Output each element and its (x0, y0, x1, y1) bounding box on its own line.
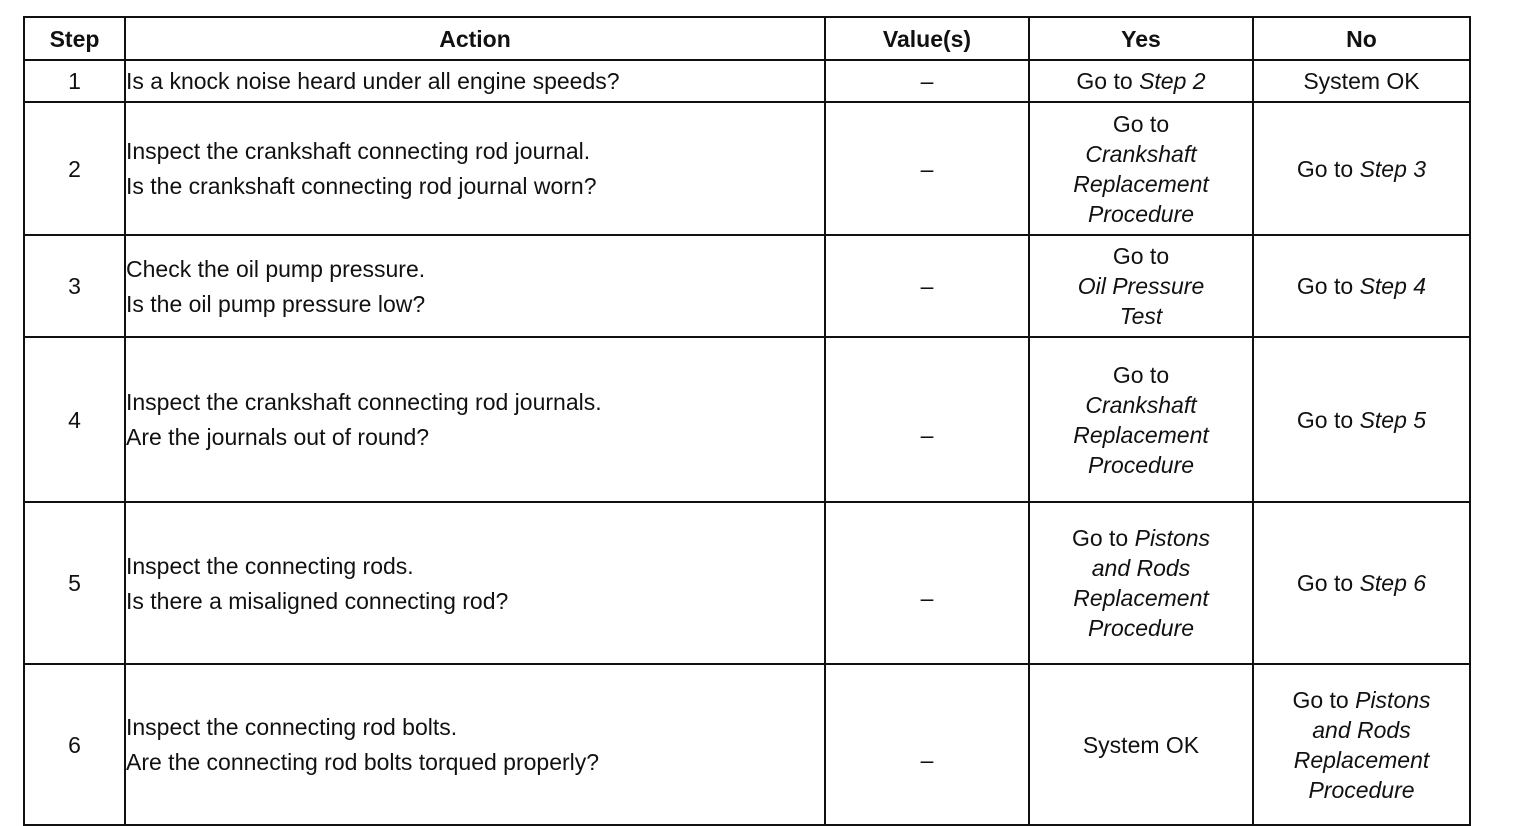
header-values: Value(s) (825, 17, 1029, 60)
no-ref-link[interactable]: Step 3 (1359, 155, 1427, 182)
table-row (24, 235, 1470, 337)
no-ref-link[interactable]: and Rods (1312, 716, 1411, 743)
no-cell (1253, 102, 1470, 235)
action-line: Inspect the crankshaft connecting rod journal. (126, 138, 591, 164)
yes-cell (1029, 502, 1253, 664)
no-ref-link[interactable]: Step 4 (1359, 273, 1427, 299)
no-cell (1253, 502, 1470, 664)
action-cell (125, 502, 825, 664)
value-cell: – (825, 337, 1029, 502)
action-cell (125, 102, 825, 235)
value-cell: – (825, 60, 1029, 102)
no-ref-link[interactable]: Replacement (1293, 746, 1430, 773)
no-cell (1253, 60, 1470, 102)
header-step: Step (24, 17, 125, 60)
yes-ref-link[interactable]: Crankshaft (1085, 391, 1197, 418)
no-cell (1253, 664, 1470, 825)
step-number: 3 (24, 235, 125, 337)
no-prefix: Go to (1296, 155, 1360, 182)
no-text: System OK (1303, 68, 1420, 94)
no-prefix: Go to (1296, 570, 1360, 596)
value-cell: – (825, 102, 1029, 235)
yes-cell (1029, 235, 1253, 337)
yes-ref-link[interactable]: Procedure (1087, 200, 1195, 227)
yes-cell (1029, 337, 1253, 502)
step-number: 6 (24, 664, 125, 825)
yes-ref-link[interactable]: Replacement (1073, 421, 1209, 448)
yes-ref-link[interactable]: Crankshaft (1085, 140, 1197, 167)
no-ref-link[interactable]: Pistons (1355, 686, 1431, 713)
table-row (24, 502, 1470, 664)
step-number: 5 (24, 502, 125, 664)
yes-ref-link[interactable]: Procedure (1087, 451, 1195, 478)
yes-ref-link[interactable]: Step 2 (1139, 68, 1206, 94)
yes-text: System OK (1082, 731, 1200, 758)
no-cell (1253, 337, 1470, 502)
yes-ref-link[interactable]: Oil Pressure (1077, 273, 1205, 299)
action-cell (125, 337, 825, 502)
header-no: No (1253, 17, 1470, 60)
yes-prefix: Go to (1112, 243, 1170, 269)
yes-ref-link[interactable]: Test (1119, 303, 1163, 329)
header-action: Action (125, 17, 825, 60)
yes-ref-link[interactable]: Procedure (1087, 615, 1195, 641)
value-cell: – (825, 664, 1029, 825)
action-line: Inspect the connecting rod bolts. (126, 714, 458, 740)
no-prefix: Go to (1292, 686, 1356, 713)
step-number: 2 (24, 102, 125, 235)
value-cell: – (825, 502, 1029, 664)
yes-prefix: Go to (1076, 68, 1140, 94)
action-line: Check the oil pump pressure. (126, 255, 426, 282)
no-ref-link[interactable]: Step 6 (1359, 570, 1427, 596)
action-line: Is a knock noise heard under all engine speeds? (126, 68, 620, 94)
action-line: Are the journals out of round? (126, 424, 430, 450)
action-cell (125, 60, 825, 102)
action-line: Are the connecting rod bolts torqued properly? (126, 749, 600, 775)
step-number: 1 (24, 60, 125, 102)
action-line: Inspect the connecting rods. (126, 552, 414, 579)
action-cell (125, 235, 825, 337)
action-line: Is the crankshaft connecting rod journal worn? (126, 173, 597, 199)
action-line: Is the oil pump pressure low? (126, 290, 426, 317)
diagnostic-table (23, 16, 1471, 826)
action-cell (125, 664, 825, 825)
yes-ref-link[interactable]: Pistons (1134, 525, 1211, 551)
table-row (24, 337, 1470, 502)
table-row (24, 60, 1470, 102)
no-prefix: Go to (1296, 273, 1360, 299)
yes-cell (1029, 664, 1253, 825)
action-line: Is there a misaligned connecting rod? (126, 587, 509, 614)
yes-cell (1029, 60, 1253, 102)
yes-ref-link[interactable]: and Rods (1091, 555, 1191, 581)
no-prefix: Go to (1296, 406, 1360, 433)
header-yes: Yes (1029, 17, 1253, 60)
yes-prefix: Go to (1071, 525, 1135, 551)
no-ref-link[interactable]: Step 5 (1359, 406, 1427, 433)
table-row (24, 102, 1470, 235)
value-cell: – (825, 235, 1029, 337)
table-row (24, 664, 1470, 825)
yes-prefix: Go to (1112, 361, 1170, 388)
yes-ref-link[interactable]: Replacement (1073, 170, 1209, 197)
yes-ref-link[interactable]: Replacement (1073, 585, 1209, 611)
header-row (24, 17, 1470, 60)
no-ref-link[interactable]: Procedure (1308, 776, 1415, 803)
action-line: Inspect the crankshaft connecting rod journals. (126, 389, 602, 415)
no-cell (1253, 235, 1470, 337)
yes-prefix: Go to (1112, 110, 1170, 137)
step-number: 4 (24, 337, 125, 502)
yes-cell (1029, 102, 1253, 235)
